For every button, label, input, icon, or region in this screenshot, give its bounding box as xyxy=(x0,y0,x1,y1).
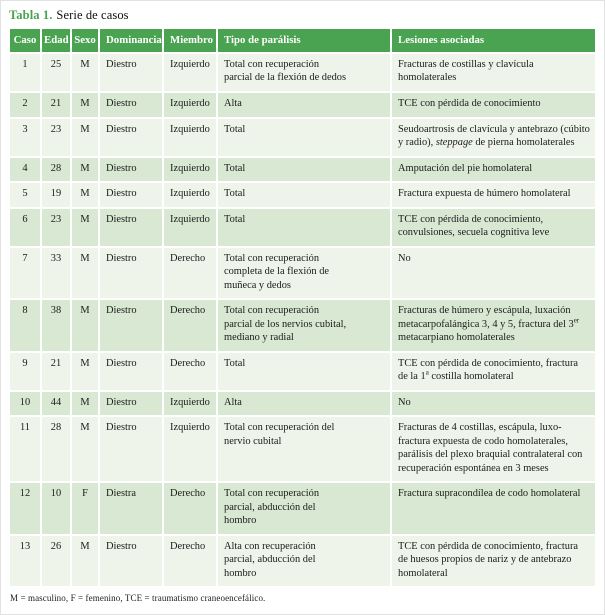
cell-tipo-paralisis: Total xyxy=(218,183,390,207)
cell-sexo: M xyxy=(72,300,98,351)
cell-edad: 21 xyxy=(42,93,70,117)
cell-tipo-paralisis: Alta xyxy=(218,93,390,117)
cell-lesiones: Fractura expuesta de húmero homolateral xyxy=(392,183,595,207)
column-header-edad: Edad xyxy=(42,29,70,52)
table-caption xyxy=(9,8,597,23)
cell-tipo-paralisis: Total con recuperación parcial de la flexión de dedos xyxy=(218,54,390,91)
cell-edad: 23 xyxy=(42,209,70,246)
cell-tipo-paralisis: Alta con recuperación parcial, abducción del hombro xyxy=(218,536,390,587)
cell-dominancia: Diestro xyxy=(100,119,162,156)
cell-lesiones: TCE con pérdida de conocimiento xyxy=(392,93,595,117)
table-row xyxy=(10,119,595,156)
cell-tipo-paralisis: Total xyxy=(218,119,390,156)
case-series-table xyxy=(8,27,597,588)
column-header-dominancia: Dominancia xyxy=(100,29,162,52)
cell-lesiones: TCE con pérdida de conocimiento, fractura de huesos propios de nariz y de antebrazo homolateral xyxy=(392,536,595,587)
cell-caso: 5 xyxy=(10,183,40,207)
cell-caso: 1 xyxy=(10,54,40,91)
cell-sexo: M xyxy=(72,209,98,246)
cell-sexo: M xyxy=(72,93,98,117)
cell-edad: 10 xyxy=(42,483,70,534)
cell-sexo: M xyxy=(72,119,98,156)
cell-dominancia: Diestro xyxy=(100,248,162,299)
cell-dominancia: Diestro xyxy=(100,300,162,351)
cell-lesiones: Fracturas de costillas y clavícula homolaterales xyxy=(392,54,595,91)
cell-sexo: M xyxy=(72,158,98,182)
column-header-sexo: Sexo xyxy=(72,29,98,52)
cell-dominancia: Diestro xyxy=(100,417,162,481)
table-row xyxy=(10,248,595,299)
cell-sexo: M xyxy=(72,353,98,390)
cell-caso: 12 xyxy=(10,483,40,534)
cell-sexo: M xyxy=(72,536,98,587)
cell-sexo: M xyxy=(72,417,98,481)
table-row xyxy=(10,353,595,390)
table-row xyxy=(10,158,595,182)
cell-sexo: F xyxy=(72,483,98,534)
cell-lesiones: Fracturas de 4 costillas, escápula, luxo-fractura expuesta de codo homolaterales, parálisis del plexo braquial contralateral con recuperación espontánea en 3 meses xyxy=(392,417,595,481)
cell-tipo-paralisis: Total con recuperación parcial, abducción del hombro xyxy=(218,483,390,534)
cell-miembro: Izquierdo xyxy=(164,93,216,117)
cell-miembro: Izquierdo xyxy=(164,54,216,91)
column-header-miembro: Miembro xyxy=(164,29,216,52)
cell-caso: 3 xyxy=(10,119,40,156)
cell-edad: 26 xyxy=(42,536,70,587)
cell-edad: 21 xyxy=(42,353,70,390)
cell-tipo-paralisis: Alta xyxy=(218,392,390,416)
table-row xyxy=(10,209,595,246)
cell-dominancia: Diestro xyxy=(100,353,162,390)
cell-tipo-paralisis: Total con recuperación completa de la flexión de muñeca y dedos xyxy=(218,248,390,299)
cell-miembro: Derecho xyxy=(164,483,216,534)
cell-sexo: M xyxy=(72,183,98,207)
cell-edad: 38 xyxy=(42,300,70,351)
cell-lesiones: Fracturas de húmero y escápula, luxación metacarpofalángica 3, 4 y 5, fractura del 3er metacarpiano homolaterales xyxy=(392,300,595,351)
table-row xyxy=(10,392,595,416)
cell-miembro: Izquierdo xyxy=(164,209,216,246)
cell-sexo: M xyxy=(72,248,98,299)
table-header-row xyxy=(10,29,595,52)
cell-miembro: Izquierdo xyxy=(164,119,216,156)
table-row xyxy=(10,536,595,587)
cell-dominancia: Diestro xyxy=(100,536,162,587)
table-row xyxy=(10,54,595,91)
table-footnote: M = masculino, F = femenino, TCE = traumatismo craneoencefálico. xyxy=(10,593,266,604)
cell-caso: 7 xyxy=(10,248,40,299)
cell-sexo: M xyxy=(72,54,98,91)
cell-lesiones: TCE con pérdida de conocimiento, convulsiones, secuela cognitiva leve xyxy=(392,209,595,246)
cell-caso: 13 xyxy=(10,536,40,587)
cell-miembro: Derecho xyxy=(164,300,216,351)
column-header-lesiones-asociadas: Lesiones asociadas xyxy=(392,29,595,52)
table-row xyxy=(10,483,595,534)
cell-tipo-paralisis: Total con recuperación del nervio cubital xyxy=(218,417,390,481)
cell-caso: 2 xyxy=(10,93,40,117)
cell-miembro: Izquierdo xyxy=(164,392,216,416)
cell-tipo-paralisis: Total xyxy=(218,209,390,246)
cell-miembro: Izquierdo xyxy=(164,417,216,481)
cell-lesiones: Amputación del pie homolateral xyxy=(392,158,595,182)
cell-lesiones: Seudoartrosis de clavícula y antebrazo (cúbito y radio), steppage de pierna homolaterales xyxy=(392,119,595,156)
cell-caso: 9 xyxy=(10,353,40,390)
cell-lesiones: No xyxy=(392,248,595,299)
cell-lesiones: Fractura supracondílea de codo homolateral xyxy=(392,483,595,534)
cell-dominancia: Diestro xyxy=(100,209,162,246)
cell-lesiones: No xyxy=(392,392,595,416)
cell-edad: 19 xyxy=(42,183,70,207)
cell-dominancia: Diestro xyxy=(100,54,162,91)
cell-miembro: Izquierdo xyxy=(164,158,216,182)
column-header-tipo-paralisis: Tipo de parálisis xyxy=(218,29,390,52)
cell-dominancia: Diestro xyxy=(100,158,162,182)
table-row xyxy=(10,300,595,351)
cell-dominancia: Diestro xyxy=(100,183,162,207)
cell-miembro: Derecho xyxy=(164,353,216,390)
cell-edad: 28 xyxy=(42,158,70,182)
cell-edad: 33 xyxy=(42,248,70,299)
table-row xyxy=(10,183,595,207)
cell-miembro: Izquierdo xyxy=(164,183,216,207)
cell-tipo-paralisis: Total con recuperación parcial de los nervios cubital, mediano y radial xyxy=(218,300,390,351)
table-row xyxy=(10,417,595,481)
cell-tipo-paralisis: Total xyxy=(218,353,390,390)
cell-sexo: M xyxy=(72,392,98,416)
cell-miembro: Derecho xyxy=(164,536,216,587)
table-caption-number: Tabla 1. xyxy=(9,8,53,22)
column-header-caso: Caso xyxy=(10,29,40,52)
cell-tipo-paralisis: Total xyxy=(218,158,390,182)
cell-caso: 4 xyxy=(10,158,40,182)
cell-dominancia: Diestro xyxy=(100,392,162,416)
cell-dominancia: Diestra xyxy=(100,483,162,534)
cell-caso: 6 xyxy=(10,209,40,246)
table-caption-text: Serie de casos xyxy=(56,8,129,22)
cell-caso: 8 xyxy=(10,300,40,351)
cell-caso: 11 xyxy=(10,417,40,481)
cell-lesiones: TCE con pérdida de conocimiento, fractura de la 1$^a$ costilla homolateral xyxy=(392,353,595,390)
cell-miembro: Derecho xyxy=(164,248,216,299)
cell-edad: 25 xyxy=(42,54,70,91)
table-row xyxy=(10,93,595,117)
cell-edad: 44 xyxy=(42,392,70,416)
cell-caso: 10 xyxy=(10,392,40,416)
cell-dominancia: Diestro xyxy=(100,93,162,117)
cell-edad: 28 xyxy=(42,417,70,481)
cell-edad: 23 xyxy=(42,119,70,156)
